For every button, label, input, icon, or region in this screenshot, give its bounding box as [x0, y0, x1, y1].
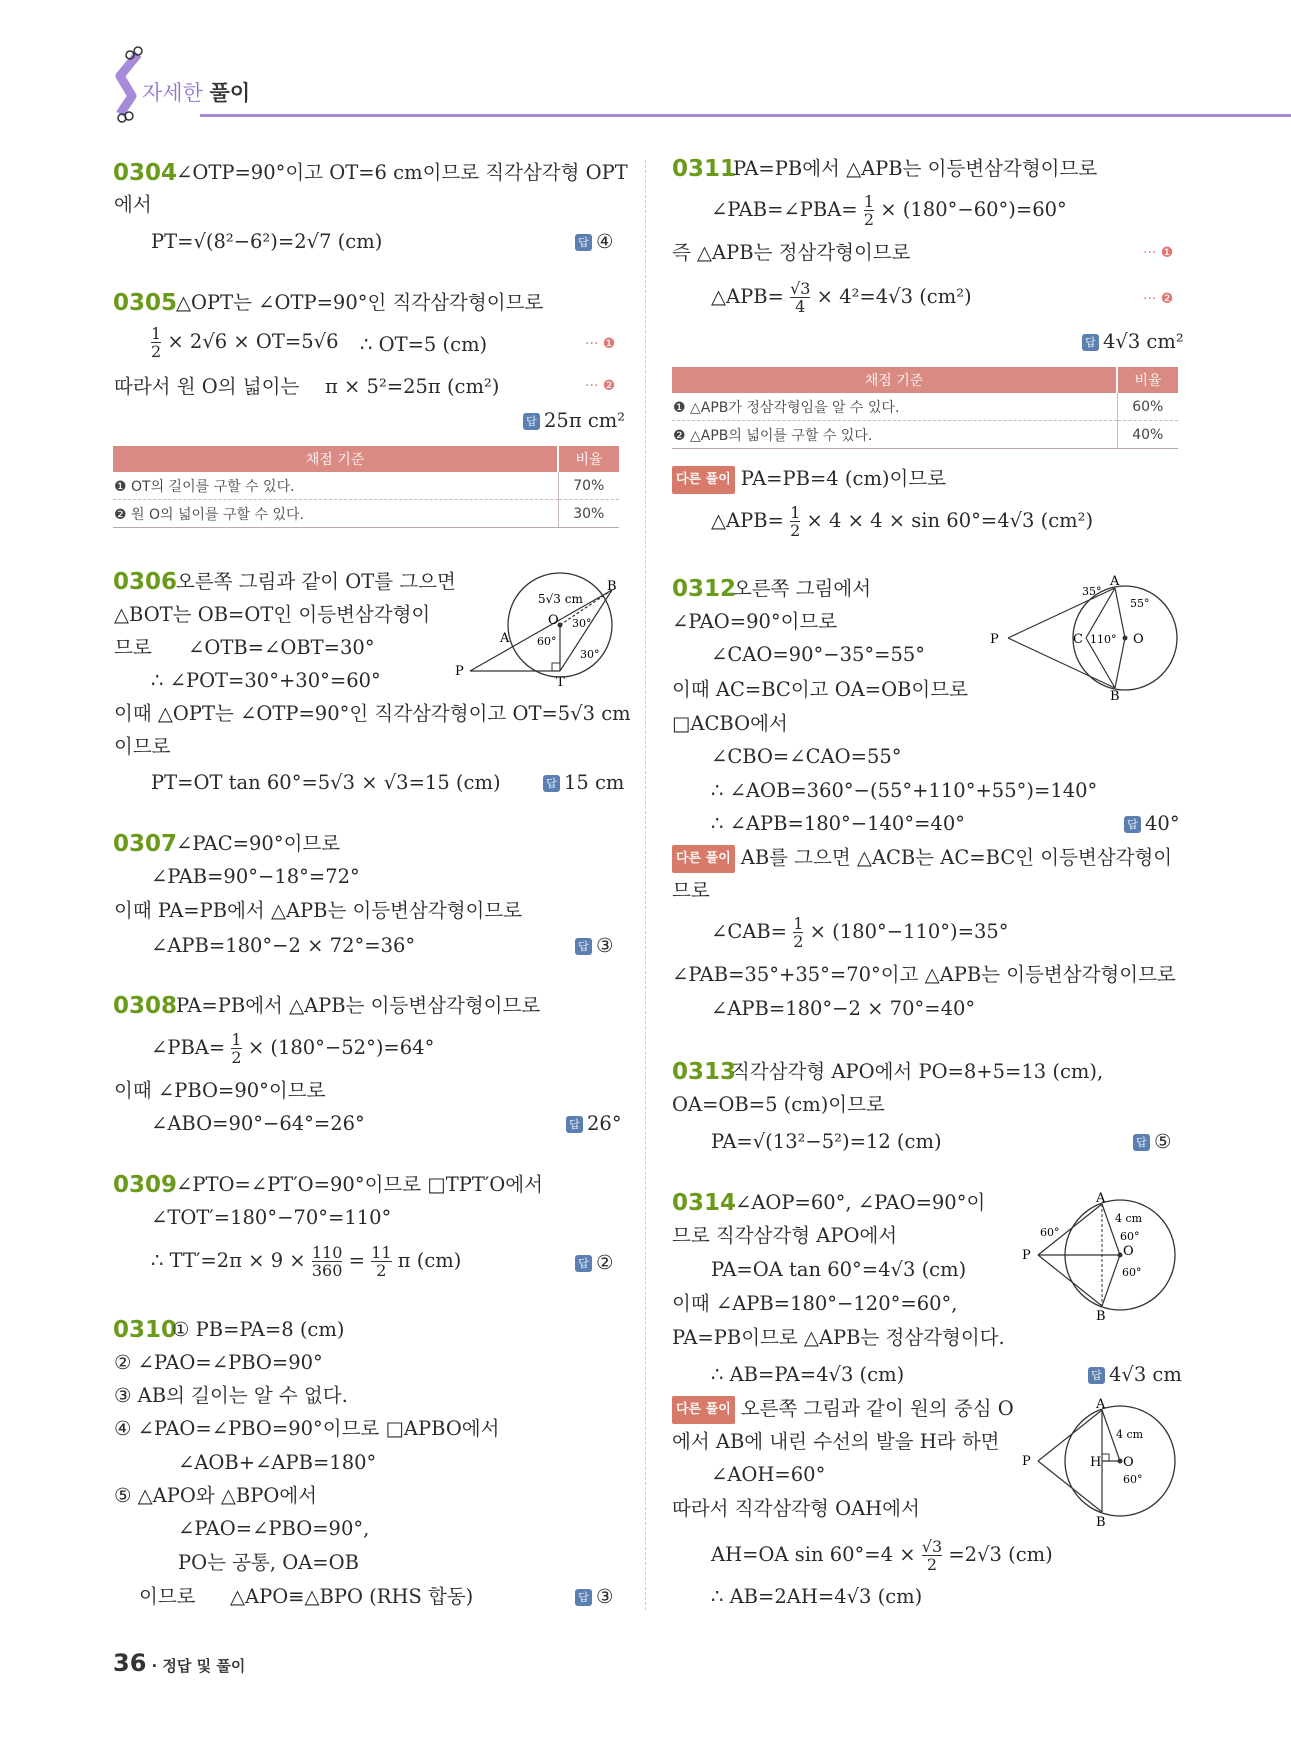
- solution-line: 즉 △APB는 정삼각형이므로: [672, 241, 911, 264]
- problem-number: 0306: [113, 569, 178, 595]
- solution-line: ∠CAO=90°−35°=55°: [711, 643, 926, 666]
- problem-number: 0313: [672, 1059, 737, 1085]
- label-A: A: [500, 631, 510, 646]
- figure-0306: [455, 570, 625, 690]
- solution-line: ③ AB의 길이는 알 수 없다.: [114, 1384, 348, 1407]
- solution-line: 므로: [114, 636, 152, 659]
- answer: 답 40°: [1124, 811, 1180, 837]
- solution-line: PA=PB에서 △APB는 이등변삼각형이므로: [176, 994, 541, 1017]
- fraction: $\frac{1}{2}$: [863, 192, 875, 229]
- solution-line: 이때 ∠APB=180°−120°=60°,: [672, 1292, 958, 1315]
- alternate-solution: 다른 풀이 AB를 그으면 △ACB는 AC=BC인 이등변삼각형이: [672, 845, 1172, 873]
- other-solution-badge: 다른 풀이: [672, 466, 735, 494]
- solution-line: PA=PB이므로 △APB는 정삼각형이다.: [672, 1326, 1005, 1349]
- answer-badge-icon: 답: [543, 775, 560, 792]
- label-B: B: [1096, 1309, 1106, 1324]
- fraction: $\frac{11}{2}$: [371, 1243, 392, 1280]
- fraction: $\frac{110}{360}$: [311, 1243, 343, 1280]
- label-length: 5√3 cm: [538, 592, 583, 606]
- solution-line: 직각삼각형 APO에서 PO=8+5=13 (cm),: [731, 1060, 1104, 1083]
- answer: 답 ②: [575, 1250, 613, 1276]
- solution-line: 므로: [672, 879, 710, 902]
- step-marker: ··· ❷: [1143, 291, 1174, 307]
- label-angle: 60°: [1120, 1230, 1140, 1243]
- solution-line: ∴ OT=5 (cm): [360, 333, 488, 356]
- answer: 답 15 cm: [543, 770, 624, 796]
- solution-line: ∠PAB=35°+35°=70°이고 △APB는 이등변삼각형이므로: [672, 963, 1176, 986]
- table-header: 비율: [558, 446, 619, 472]
- page-number: 36: [113, 1649, 147, 1677]
- figure-0314-b: [1020, 1397, 1180, 1530]
- table-header: 비율: [1117, 367, 1178, 393]
- solution-line: ∴ AB=PA=4√3 (cm): [711, 1363, 905, 1386]
- solution-line: ∴ ∠AOB=360°−(55°+110°+55°)=140°: [711, 779, 1098, 802]
- label-A: A: [1110, 574, 1120, 589]
- solution-line: ② ∠PAO=∠PBO=90°: [114, 1351, 323, 1374]
- solution-line: ∴ AB=2AH=4√3 (cm): [711, 1585, 923, 1608]
- label-angle: 60°: [1123, 1473, 1143, 1486]
- table-row: ❷ △APB의 넓이를 구할 수 있다. 40%: [672, 421, 1178, 449]
- solution-line: ∠PTO=∠PT′O=90°이므로 □TPT′O에서: [176, 1173, 543, 1196]
- solution-line: △APB= $\frac{√3}{4}$ × 4²=4√3 (cm²): [711, 279, 972, 316]
- solution-line: 이때 △OPT는 ∠OTP=90°인 직각삼각형이고 OT=5√3 cm: [114, 702, 631, 725]
- label-P: P: [1022, 1248, 1031, 1263]
- solution-line: 따라서 원 O의 넓이는: [114, 375, 300, 398]
- label-O: O: [1123, 1455, 1134, 1470]
- solution-line: ① PB=PA=8 (cm): [172, 1318, 345, 1341]
- solution-line: 따라서 직각삼각형 OAH에서: [672, 1497, 920, 1520]
- solution-line: ∴ TT′=2π × 9 × $\frac{110}{360}$ = $\frac{11}{2}$ π (cm): [151, 1243, 462, 1280]
- label-T: T: [556, 675, 565, 690]
- label-angle: 55°: [1130, 597, 1150, 610]
- solution-line: ∠PAB=∠PBA= $\frac{1}{2}$ × (180°−60°)=60°: [711, 192, 1067, 229]
- label-B: B: [607, 579, 617, 594]
- solution-line: ∠OTB=∠OBT=30°: [188, 636, 375, 659]
- column-divider: [645, 160, 646, 1610]
- table-row: ❶ OT의 길이를 구할 수 있다. 70%: [113, 472, 619, 500]
- label-C: C: [1073, 632, 1083, 647]
- solution-line: PA=PB에서 △APB는 이등변삼각형이므로: [733, 157, 1098, 180]
- answer-badge-icon: 답: [1124, 816, 1141, 833]
- step-marker: ··· ❶: [585, 336, 616, 352]
- solution-line: $\frac{1}{2}$ × 2√6 × OT=5√6: [151, 324, 339, 361]
- solution-line: PA=√(13²−5²)=12 (cm): [711, 1130, 942, 1153]
- header-title-a: 자세한: [142, 81, 203, 105]
- solution-line: 에서 AB에 내린 수선의 발을 H라 하면: [672, 1430, 1000, 1453]
- solution-line: ∠APB=180°−2 × 70°=40°: [711, 997, 976, 1020]
- problem-number: 0304: [113, 160, 178, 186]
- answer-badge-icon: 답: [1082, 334, 1099, 351]
- label-P: P: [990, 632, 999, 647]
- solution-line: ∴ ∠POT=30°+30°=60°: [151, 669, 381, 692]
- page-footer: [113, 1648, 245, 1681]
- label-angle: 60°: [537, 635, 557, 648]
- figure-0314-a: [1020, 1191, 1180, 1324]
- answer: 답 25π cm²: [523, 408, 625, 434]
- header-rule: [200, 114, 1291, 117]
- problem-number: 0307: [113, 831, 178, 857]
- label-O: O: [1133, 632, 1144, 647]
- solution-line: ∠PAO=∠PBO=90°,: [178, 1517, 370, 1540]
- solution-line: ∴ ∠APB=180°−140°=40°: [711, 812, 965, 835]
- alternate-solution: 다른 풀이 오른쪽 그림과 같이 원의 중심 O: [672, 1396, 1014, 1424]
- solution-line: ∠ABO=90°−64°=26°: [151, 1112, 365, 1135]
- solution-line: ∠PBA= $\frac{1}{2}$ × (180°−52°)=64°: [151, 1030, 435, 1067]
- label-A: A: [1096, 1397, 1106, 1412]
- problem-number: 0310: [113, 1317, 178, 1343]
- solution-line: 이때 PA=PB에서 △APB는 이등변삼각형이므로: [114, 899, 523, 922]
- label-H: H: [1090, 1455, 1102, 1470]
- solution-line: 이때 AC=BC이고 OA=OB이므로: [672, 678, 968, 701]
- problem-number: 0308: [113, 993, 178, 1019]
- solution-line: PO는 공통, OA=OB: [178, 1551, 359, 1574]
- fraction: $\frac{1}{2}$: [231, 1030, 242, 1067]
- alternate-solution: 다른 풀이 PA=PB=4 (cm)이므로: [672, 466, 946, 494]
- other-solution-badge: 다른 풀이: [672, 1396, 735, 1424]
- table-row: ❷ 원 O의 넓이를 구할 수 있다. 30%: [113, 500, 619, 528]
- answer: 답 26°: [566, 1111, 622, 1137]
- label-angle: 110°: [1090, 633, 1117, 646]
- label-B: B: [1096, 1515, 1106, 1530]
- solution-line: △APO≡△BPO (RHS 합동): [230, 1585, 474, 1608]
- solution-line: △OPT는 ∠OTP=90°인 직각삼각형이므로: [176, 291, 544, 314]
- solution-line: ∠PAO=90°이므로: [672, 610, 838, 633]
- answer: 답 ⑤: [1133, 1129, 1171, 1155]
- solution-line: ∠PAC=90°이므로: [176, 832, 341, 855]
- figure-0312: [980, 574, 1180, 704]
- problem-number: 0312: [672, 576, 737, 602]
- answer: 답 ④: [575, 229, 613, 255]
- answer-badge-icon: 답: [566, 1116, 583, 1133]
- solution-line: AH=OA sin 60°=4 × $\frac{√3}{2}$ =2√3 (cm): [711, 1537, 1053, 1574]
- answer: 답 4√3 cm²: [1082, 329, 1184, 355]
- table-header: 채점 기준: [113, 446, 558, 472]
- answer-badge-icon: 답: [1088, 1367, 1105, 1384]
- fraction: $\frac{1}{2}$: [151, 324, 162, 361]
- label-angle: 60°: [1122, 1266, 1142, 1279]
- answer-badge-icon: 답: [523, 413, 540, 430]
- solution-line: ∠AOH=60°: [711, 1463, 826, 1486]
- solution-line: 오른쪽 그림에서: [733, 577, 872, 600]
- solution-line: □ACBO에서: [672, 712, 788, 735]
- solution-line: π × 5²=25π (cm²): [325, 375, 500, 398]
- label-angle: 30°: [572, 617, 592, 630]
- fraction: $\frac{1}{2}$: [793, 914, 804, 951]
- label-angle: 35°: [1082, 585, 1102, 598]
- solution-line: 이때 ∠PBO=90°이므로: [114, 1079, 326, 1102]
- other-solution-badge: 다른 풀이: [672, 845, 735, 873]
- solution-line: ∠CBO=∠CAO=55°: [711, 745, 902, 768]
- answer: 답 4√3 cm: [1088, 1362, 1182, 1388]
- label-P: P: [455, 664, 464, 679]
- label-B: B: [1110, 689, 1120, 704]
- answer-badge-icon: 답: [575, 234, 592, 251]
- solution-line: PA=OA tan 60°=4√3 (cm): [711, 1258, 967, 1281]
- solution-line: ∠OTP=90°이고 OT=6 cm이므로 직각삼각형 OPT: [176, 161, 628, 184]
- grading-table: [672, 367, 1178, 449]
- label-A: A: [1096, 1191, 1106, 1206]
- solution-line: ∠CAB= $\frac{1}{2}$ × (180°−110°)=35°: [711, 914, 1009, 951]
- solution-line: ∠AOP=60°, ∠PAO=90°이: [735, 1191, 986, 1214]
- fraction: $\frac{√3}{2}$: [921, 1537, 943, 1574]
- header-title-b: 풀이: [209, 81, 251, 105]
- label-length: 4 cm: [1116, 1428, 1144, 1441]
- step-marker: ··· ❷: [585, 378, 616, 394]
- solution-line: 이므로: [114, 735, 171, 758]
- solution-line: PT=OT tan 60°=5√3 × √3=15 (cm): [151, 771, 501, 794]
- solution-line: 에서: [114, 193, 152, 216]
- solution-line: ∠AOB+∠APB=180°: [178, 1451, 377, 1474]
- fraction: $\frac{1}{2}$: [790, 503, 801, 540]
- answer-badge-icon: 답: [1133, 1134, 1150, 1151]
- solution-line: ∠PAB=90°−18°=72°: [151, 865, 360, 888]
- solution-line: ∠TOT′=180°−70°=110°: [151, 1206, 392, 1229]
- answer: 답 ③: [575, 1584, 613, 1610]
- solution-line: ⑤ △APO와 △BPO에서: [114, 1484, 318, 1507]
- fraction: $\frac{√3}{4}$: [790, 279, 811, 316]
- label-O: O: [1123, 1244, 1134, 1259]
- step-marker: ··· ❶: [1143, 245, 1174, 261]
- label-angle: 60°: [1040, 1226, 1060, 1239]
- problem-number: 0311: [672, 156, 737, 182]
- solution-line: 므로 직각삼각형 APO에서: [672, 1224, 898, 1247]
- label-angle: 30°: [580, 648, 600, 661]
- solution-line: 오른쪽 그림과 같이 OT를 그으면: [176, 570, 456, 593]
- answer-badge-icon: 답: [575, 1589, 592, 1606]
- grading-table: [113, 446, 619, 528]
- footer-label: · 정답 및 풀이: [151, 1657, 246, 1675]
- solution-line: 이므로: [139, 1585, 196, 1608]
- label-length: 4 cm: [1115, 1212, 1143, 1225]
- solution-line: △BOT는 OB=OT인 이등변삼각형이: [114, 603, 431, 626]
- problem-number: 0305: [113, 290, 178, 316]
- solution-line: △APB= $\frac{1}{2}$ × 4 × 4 × sin 60°=4√3 (cm²): [711, 503, 1094, 540]
- answer: 답 ③: [575, 933, 613, 959]
- label-P: P: [1022, 1454, 1031, 1469]
- table-row: ❶ △APB가 정삼각형임을 알 수 있다. 60%: [672, 393, 1178, 421]
- solution-line: OA=OB=5 (cm)이므로: [672, 1093, 885, 1116]
- problem-number: 0309: [113, 1172, 178, 1198]
- table-header: 채점 기준: [672, 367, 1117, 393]
- solution-line: PT=√(8²−6²)=2√7 (cm): [151, 230, 383, 253]
- answer-badge-icon: 답: [575, 938, 592, 955]
- answer-badge-icon: 답: [575, 1255, 592, 1272]
- label-O: O: [548, 613, 559, 628]
- solution-line: ④ ∠PAO=∠PBO=90°이므로 □APBO에서: [114, 1417, 500, 1440]
- solution-line: ∠APB=180°−2 × 72°=36°: [151, 934, 416, 957]
- problem-number: 0314: [672, 1190, 737, 1216]
